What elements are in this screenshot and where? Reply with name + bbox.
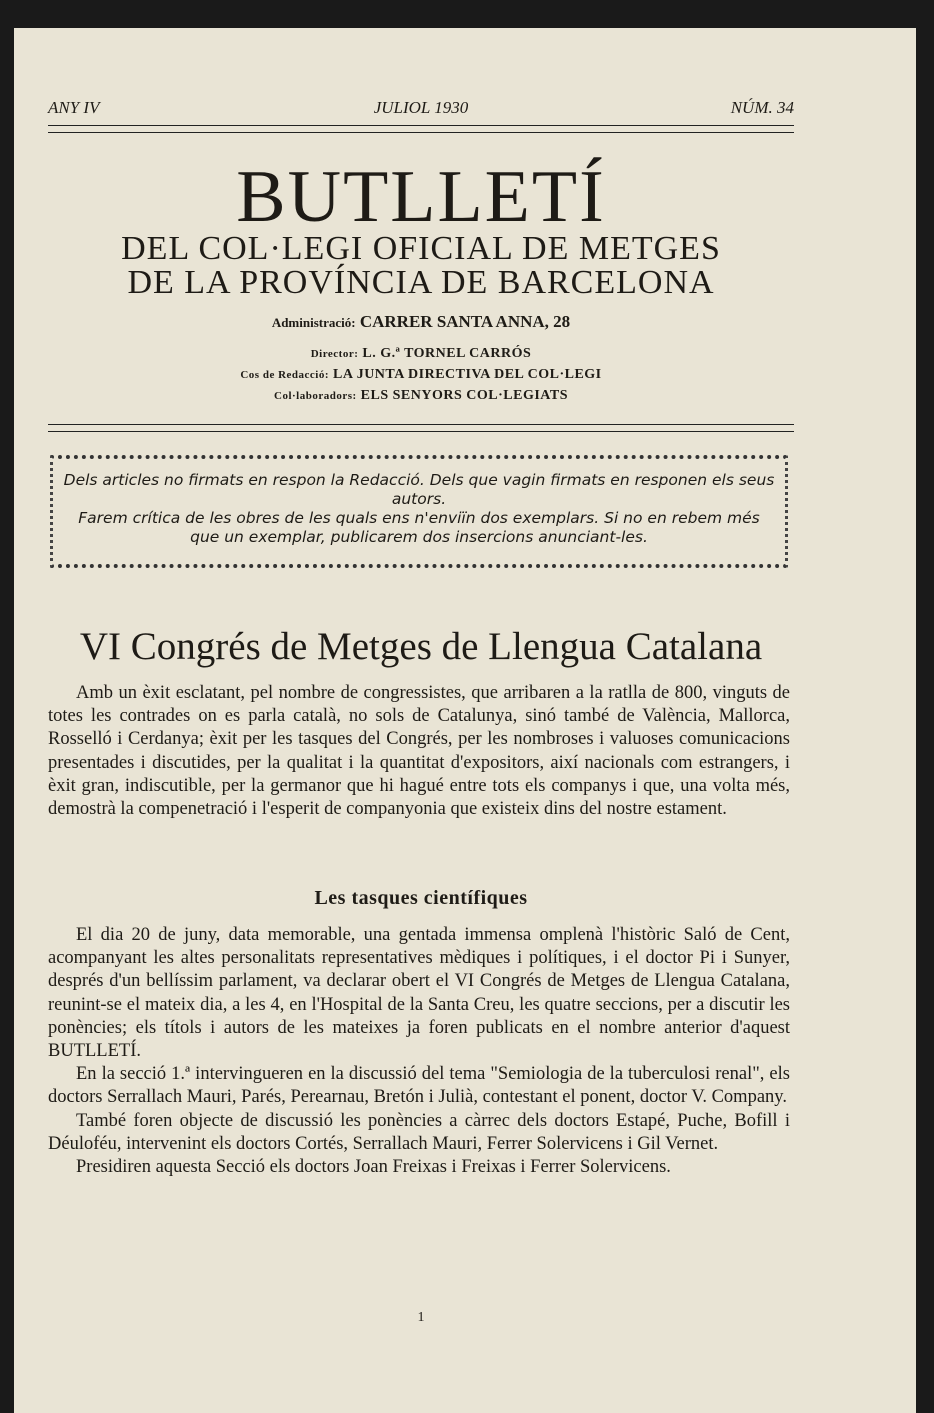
- page-number: 1: [417, 1310, 425, 1325]
- double-rule-top: [48, 125, 794, 133]
- article-intro: [48, 682, 790, 821]
- publication-title: BUTLLETÍ: [236, 156, 606, 238]
- editorial-line: [48, 367, 794, 383]
- paragraph-2: En la secció 1.ª intervingueren en la discussió del tema "Semiologia de la tuberculosi renal", els doctors Serrallach Mauri, Parés, Perearnau, Bretón i Julià, contestant el ponent, doctor V. Company.: [48, 1064, 790, 1108]
- paragraph-4: Presidiren aquesta Secció els doctors Joan Freixas i Freixas i Ferrer Solervicens.: [76, 1157, 671, 1178]
- double-rule-bottom: [48, 424, 794, 432]
- publication-subtitle-2: DE LA PROVÍNCIA DE BARCELONA: [127, 264, 715, 301]
- collaborators-line: [48, 388, 794, 404]
- director-name: L. G.ª TORNEL CARRÓS: [362, 346, 532, 361]
- article-title: VI Congrés de Metges de Llengua Catalana: [79, 625, 763, 668]
- issue-number: NÚM. 34: [730, 98, 794, 117]
- notice-line-2: Farem crítica de les obres de les quals ens n'enviïn dos exemplars. Si no en rebem més que un exemplar, publicarem dos insercions anunciant-les.: [78, 509, 760, 546]
- issue-date: JULIOL 1930: [373, 98, 469, 117]
- publication-subtitle-1: DEL COL·LEGI OFICIAL DE METGES: [121, 230, 721, 267]
- collaborators-value: ELS SENYORS COL·LEGIATS: [360, 388, 568, 403]
- editorial-notice-box: [50, 455, 788, 568]
- intro-paragraph: Amb un èxit esclatant, pel nombre de congressistes, que arribaren a la ratlla de 800, vinguts de totes les contrades on es parla català, no sols de Catalunya, sinó també de València, Mallorca, Rosselló i Cerdanya; èxit per les tasques del Congrés, per les nombroses i valuoses comunicacions presentades i discutides, per la qualitat i la quantitat d'expositors, així nacionals com estrangers, i èxit gran, indiscutible, per la germanor que hi hagué entre tots els companys i que, una volta més, demostrà la compenetració i l'esperit de companyonia que existeix dins del nostre estament.: [48, 683, 790, 820]
- collaborators-label: Col·laboradors:: [274, 390, 357, 402]
- admin-label: Administració:: [271, 315, 356, 330]
- section-heading: Les tasques científiques: [314, 887, 528, 909]
- masthead: [48, 98, 794, 118]
- volume-year: ANY IV: [48, 98, 100, 117]
- director-label: Director:: [310, 348, 359, 360]
- paragraph-3: També foren objecte de discussió les ponències a càrrec dels doctors Estapé, Puche, Bofill i Déuloféu, intervenint els doctors Cortés, Serrallach Mauri, Ferrer Solervicens i Gil Vernet.: [48, 1110, 790, 1154]
- director-line: [48, 346, 794, 362]
- editorial-label: Cos de Redacció:: [240, 369, 330, 381]
- notice-line-1: Dels articles no firmats en respon la Redacció. Dels que vagin firmats en responen els seus autors.: [63, 471, 775, 508]
- admin-address: CARRER SANTA ANNA, 28: [359, 312, 571, 331]
- section-body: [48, 924, 790, 1179]
- paragraph-1: El dia 20 de juny, data memorable, una gentada immensa omplenà l'històric Saló de Cent, acompanyant les altes personalitats representatives mèdiques i polítiques, i el doctor Pi i Sunyer, després d'un bellíssim parlament, va declarar obert el VI Congrés de Metges de Llengua Catalana, reunint-se el mateix dia, a les 4, en l'Hospital de la Santa Creu, les quatre seccions, per a discutir les ponències; els títols i autors de les mateixes ja foren publicats en el nombre anterior d'aquest BUTLLETÍ.: [48, 925, 790, 1062]
- administration-line: [48, 312, 794, 332]
- editorial-value: LA JUNTA DIRECTIVA DEL COL·LEGI: [333, 367, 602, 382]
